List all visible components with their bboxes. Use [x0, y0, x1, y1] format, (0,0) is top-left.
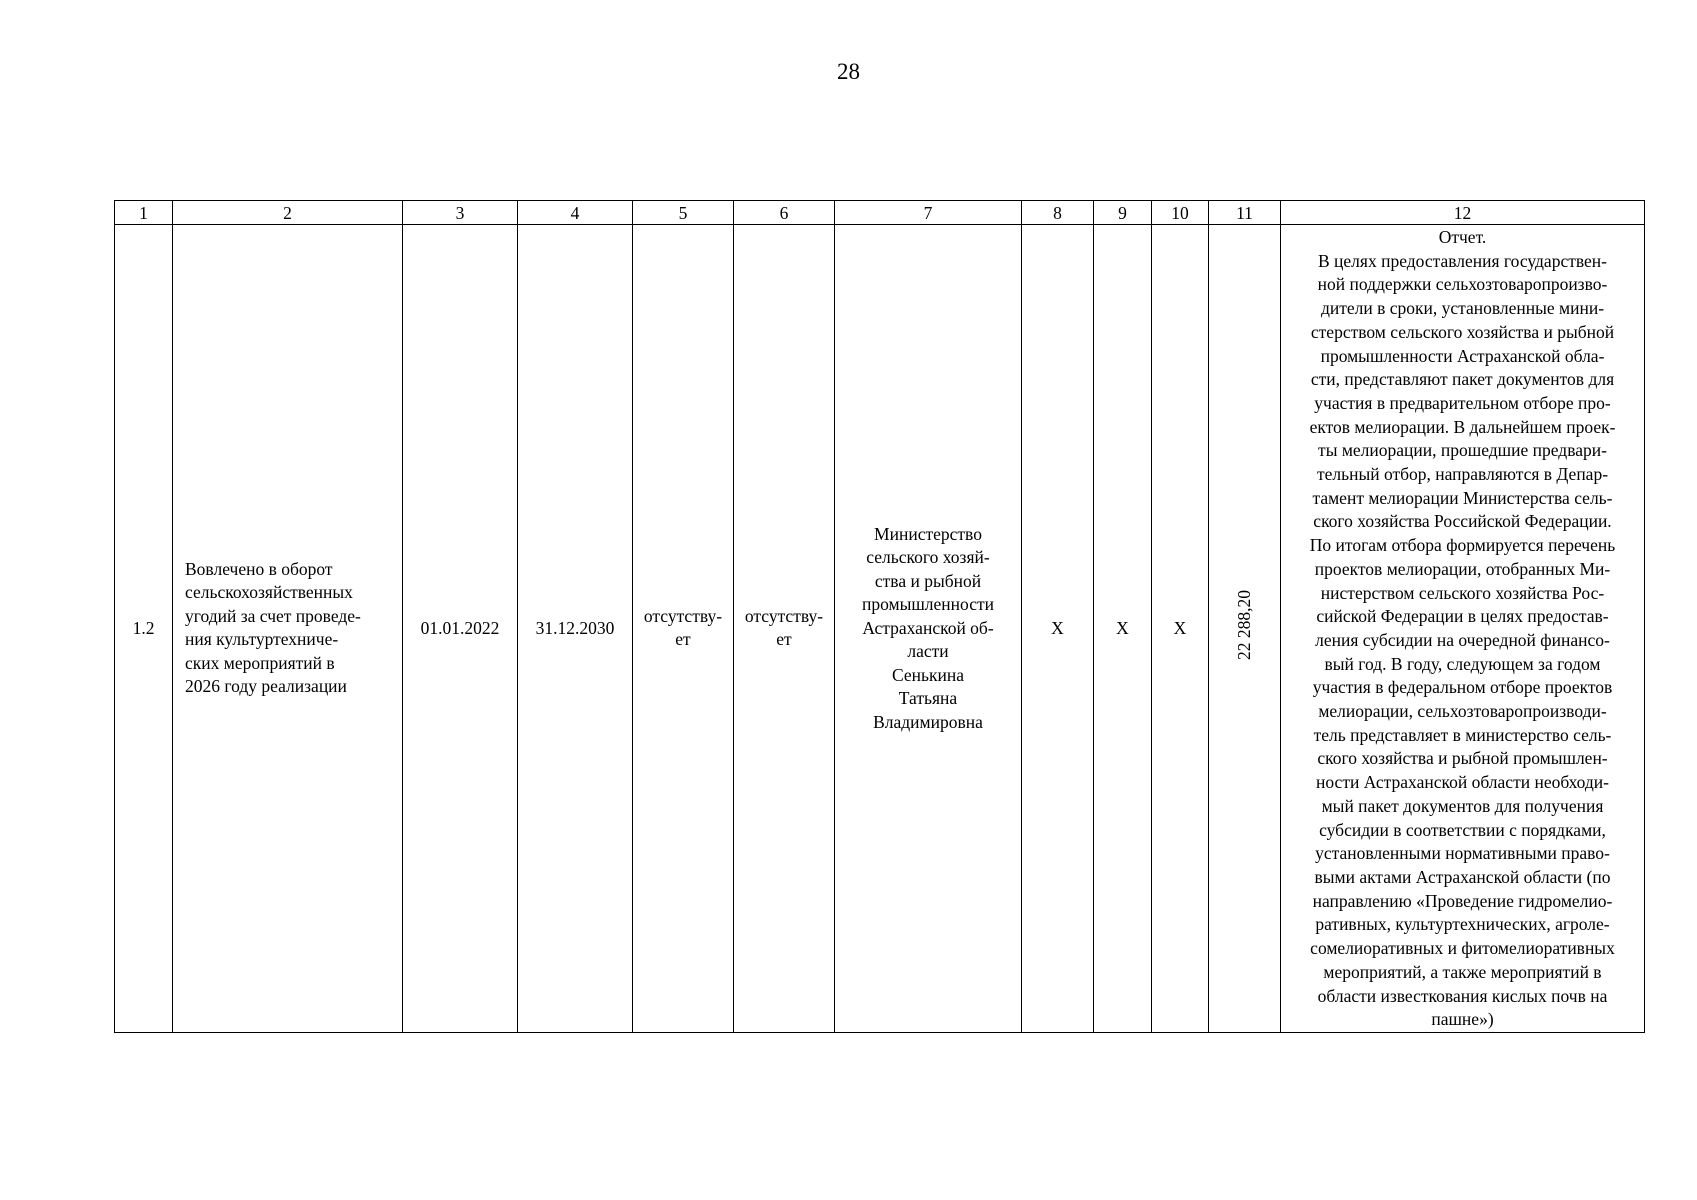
column-number-header: 11 [1209, 201, 1281, 225]
column-number-row [115, 201, 1645, 225]
column-number-header: 8 [1022, 201, 1094, 225]
report-line: сийской Федерации в целях предостав- [1316, 606, 1609, 627]
column-number-header: 4 [518, 201, 633, 225]
indicator-name-cell [173, 225, 403, 1033]
indicator-name-line: сельскохозяйственных [185, 582, 353, 603]
report-line: ского хозяйства Российской Федерации. [1313, 511, 1612, 532]
report-line: ной поддержки сельхозтоваропроизво- [1317, 274, 1608, 295]
report-line: мелиорации, сельхозтоваропроизводи- [1318, 701, 1607, 722]
column5-line: ет [675, 629, 691, 650]
column8-cell: X [1022, 225, 1094, 1033]
report-line: области известкования кислых почв на [1317, 985, 1608, 1006]
indicator-name-line: Вовлечено в оборот [185, 558, 333, 579]
indicator-name-line: ния культуртехниче- [185, 629, 339, 650]
column-number-header: 2 [173, 201, 403, 225]
column-number-header: 7 [835, 201, 1022, 225]
report-line: выми актами Астраханской области (по [1314, 866, 1611, 887]
responsible-cell [835, 225, 1022, 1033]
column6-cell [734, 225, 835, 1033]
column6-line: ет [776, 629, 792, 650]
report-line: пашне») [1431, 1009, 1494, 1030]
column-number-header: 5 [633, 201, 734, 225]
amount-cell [1209, 225, 1281, 1033]
report-line: вый год. В году, следующем за годом [1324, 653, 1601, 674]
report-line: участия в федеральном отборе проектов [1312, 677, 1613, 698]
start-date-cell: 01.01.2022 [403, 225, 518, 1033]
report-line: Отчет. [1438, 227, 1487, 247]
responsible-line: промышленности [861, 594, 995, 615]
report-line: стерством сельского хозяйства и рыбной [1310, 321, 1615, 342]
column5-cell [633, 225, 734, 1033]
report-line: проектов мелиорации, отобранных Ми- [1314, 558, 1611, 579]
report-line: ского хозяйства и рыбной промышлен- [1317, 748, 1608, 769]
report-line: В целях предоставления государствен- [1318, 250, 1607, 271]
responsible-line: ства и рыбной [874, 570, 982, 591]
report-line: субсидии в соответствии с порядками, [1319, 819, 1606, 840]
report-line: участия в предварительном отборе про- [1314, 392, 1611, 413]
column-number-header: 6 [734, 201, 835, 225]
report-line: тельный отбор, направляются в Депар- [1316, 464, 1609, 485]
report-line: дители в сроки, установленные мини- [1320, 298, 1605, 319]
report-line: направлению «Проведение гидромелио- [1312, 890, 1613, 911]
table-row [115, 225, 1645, 1033]
row-number-cell: 1.2 [115, 225, 173, 1033]
column5-line: отсутству- [643, 605, 723, 626]
responsible-line: ласти [907, 641, 949, 662]
amount-value: 22 288,20 [1233, 590, 1254, 661]
responsible-line: Владимировна [873, 711, 983, 732]
responsible-line: сельского хозяй- [866, 547, 990, 568]
report-line: По итогам отбора формируется перечень [1309, 535, 1616, 556]
column9-cell: X [1094, 225, 1152, 1033]
responsible-line: Министерство [874, 523, 982, 544]
report-line: тель представляет в министерство сель- [1313, 724, 1612, 745]
report-line: ративных, культуртехнических, агроле- [1315, 914, 1610, 935]
page-number: 28 [837, 59, 860, 84]
column-number-header: 1 [115, 201, 173, 225]
responsible-line: Астраханской об- [862, 617, 994, 638]
indicator-name-line: угодий за счет проведе- [185, 605, 361, 626]
indicator-name-line: 2026 году реализации [185, 676, 347, 697]
column-number-header: 3 [403, 201, 518, 225]
report-table [114, 200, 1645, 1033]
report-line: тамент мелиорации Министерства сель- [1312, 487, 1613, 508]
report-line: нистерством сельского хозяйства Рос- [1320, 582, 1605, 603]
report-line: мероприятий, а также мероприятий в [1323, 961, 1602, 982]
column-number-header: 12 [1281, 201, 1645, 225]
end-date-cell: 31.12.2030 [518, 225, 633, 1033]
report-line: ектов мелиорации. В дальнейшем проек- [1309, 416, 1616, 437]
column6-line: отсутству- [744, 605, 824, 626]
report-cell [1281, 225, 1645, 1033]
responsible-line: Татьяна [898, 688, 958, 709]
report-line: ности Астраханской области необходи- [1316, 772, 1609, 793]
column10-cell: X [1152, 225, 1209, 1033]
report-line: мый пакет документов для получения [1321, 795, 1604, 816]
column-number-header: 10 [1152, 201, 1209, 225]
report-line: сти, представляют пакет документов для [1310, 369, 1615, 390]
report-line: ления субсидии на очередной финансо- [1315, 629, 1610, 650]
indicator-name-line: ских мероприятий в [185, 652, 335, 673]
column-number-header: 9 [1094, 201, 1152, 225]
report-line: промышленности Астраханской обла- [1320, 345, 1605, 366]
report-line: ты мелиорации, прошедшие предвари- [1318, 440, 1607, 461]
report-line: установленными нормативными право- [1315, 843, 1610, 864]
report-line: сомелиоративных и фитомелиоративных [1310, 938, 1615, 959]
responsible-line: Сенькина [892, 664, 964, 685]
